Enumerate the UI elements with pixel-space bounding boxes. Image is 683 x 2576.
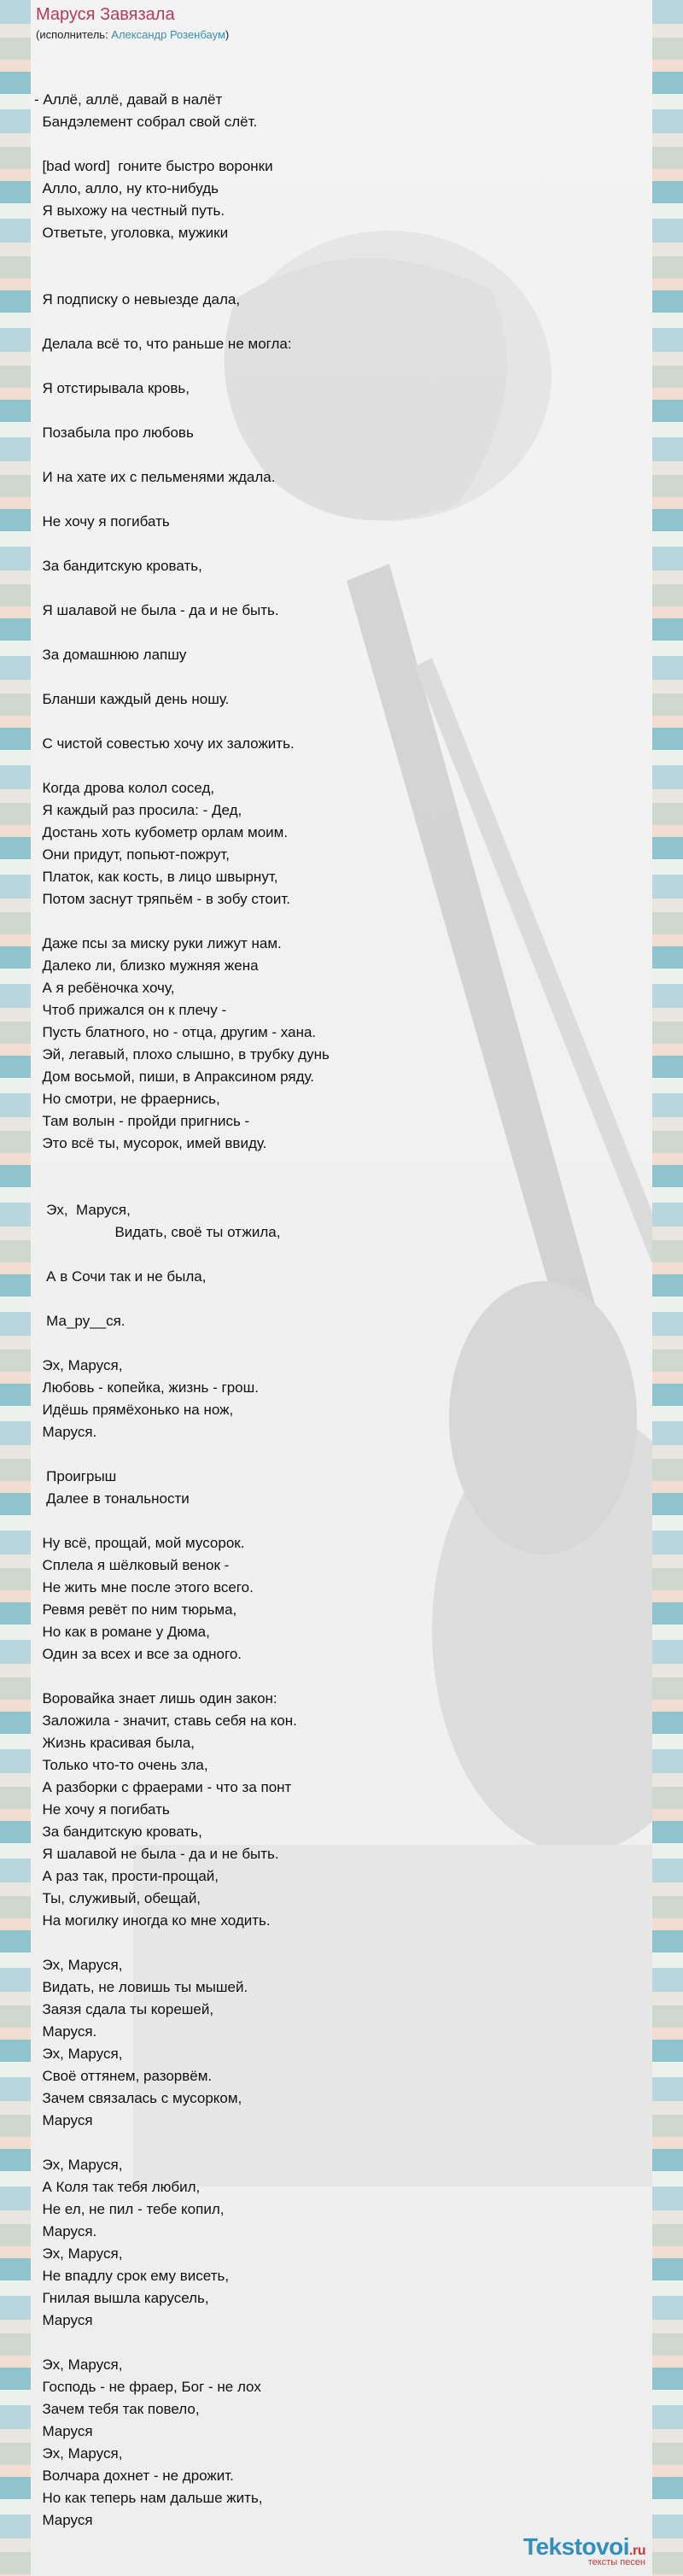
song-title: Маруся Завязала — [36, 5, 175, 24]
artist-credit — [36, 27, 229, 43]
artist-link[interactable]: Александр Розенбаум — [111, 28, 225, 41]
logo-name: Tekstovoi — [522, 2533, 630, 2560]
logo-tld: .ru — [629, 2544, 645, 2558]
credit-suffix: ) — [225, 28, 230, 41]
song-lyrics: - Аллё, аллё, давай в налёт Бандэлемент собрал свой слёт. [bad word] гоните быстро воронки Алло, алло, ну кто-нибудь Я выхожу на честный путь. Ответьте, уголовка, мужики Я подписку о невыезде дала, Делала всё то, что раньше не могла: Я отстирывала кровь, Позабыла про любовь И на хате их с пельменями ждала. Не хочу я погибать За бандитскую кровать, Я шалавой не была - да и не быть. За домашнюю лапшу Бланши каждый день ношу. С чистой совестью хочу их заложить. Когда дрова колол сосед, Я каждый раз просила: - Дед, Достань хоть кубометр орлам моим. Они придут, попьют-пожрут, Платок, как кость, в лицо швырнут, Потом заснут тряпьём - в зобу стоит. Даже псы за миску руки лижут нам. Далеко ли, близко мужняя жена А я ребёночка хочу, Чтоб прижался он к плечу - Пусть блатного, но - отца, другим - хана. Эй, легавый, плохо слышно, в трубку дунь Дом восьмой, пиши, в Апраксином ряду. Но смотри, не фраернись, Там волын - пройди пригнись - Это всё ты, мусорок, имей ввиду. Эх, Маруся, Видать, своё ты отжила, А в Сочи так и не была, Ма_ру__ся. Эх, Маруся, Любовь - копейка, жизнь - грош. Идёшь прямёхонько на нож, Маруся. Проигрыш Далее в тональности Ну всё, прощай, мой мусорок. Сплела я шёлковый венок - Не жить мне после этого всего. Ревмя ревёт по ним тюрьма, Но как в романе у Дюма, Один за всех и все за одного. Воровайка знает лишь один закон: Заложила - значит, ставь себя на кон. Жизнь красивая была, Только что-то очень зла, А разборки с фраерами - что за понт Не хочу я погибать За бандитскую кровать, Я шалавой не была - да и не быть. А раз так, прости-прощай, Ты, служивый, обещай, На могилку иногда ко мне ходить. Эх, Маруся, Видать, не ловишь ты мышей. Заязя сдала ты корешей, Маруся. Эх, Маруся, Своё оттянем, разорвём. Зачем связалась с мусорком, Маруся Эх, Маруся, А Коля так тебя любил, Не ел, не пил - тебе копил, Маруся. Эх, Маруся, Не впадлу срок ему висеть, Гнилая вышла карусель, Маруся Эх, Маруся, Господь - не фраер, Бог - не лох Зачем тебя так повело, Маруся Эх, Маруся, Волчара дохнет - не дрожит. Но как теперь нам дальше жить, Маруся — [34, 91, 330, 2528]
credit-prefix: (исполнитель: — [36, 28, 112, 41]
content-panel — [31, 0, 652, 2576]
decorative-stripes-left — [0, 0, 31, 2576]
decorative-stripes-right — [652, 0, 683, 2576]
logo-tagline: тексты песен — [587, 2557, 645, 2567]
song-header — [36, 3, 229, 43]
site-logo[interactable] — [523, 2533, 645, 2567]
